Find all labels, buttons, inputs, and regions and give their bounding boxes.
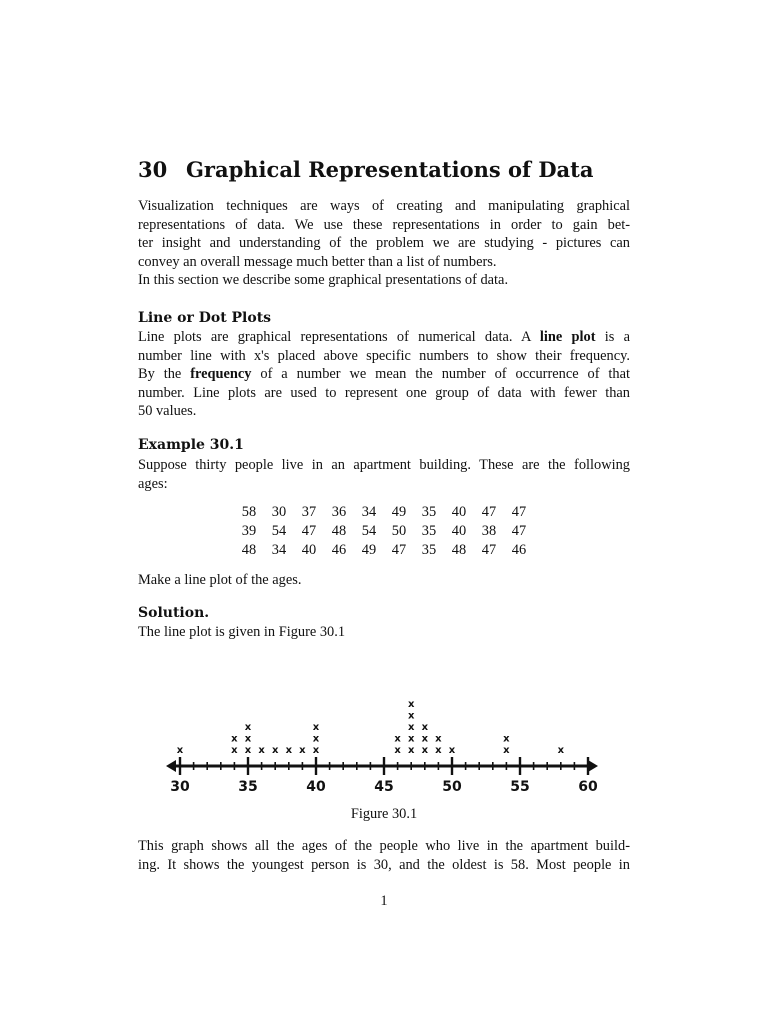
x-mark: x bbox=[312, 745, 320, 756]
age-cell: 58 bbox=[241, 504, 257, 520]
age-cell: 48 bbox=[241, 542, 257, 558]
x-mark: x bbox=[312, 733, 320, 745]
age-cell: 40 bbox=[451, 504, 467, 520]
age-cell: 54 bbox=[361, 523, 377, 539]
x-mark: x bbox=[407, 699, 415, 710]
tick-label: 55 bbox=[510, 779, 530, 795]
tick-label: 40 bbox=[306, 779, 326, 795]
line-plot-figure bbox=[160, 678, 610, 798]
age-cell: 36 bbox=[331, 504, 347, 520]
age-cell: 47 bbox=[481, 504, 497, 520]
text-run: is a bbox=[595, 329, 630, 345]
term-line-plot: line plot bbox=[539, 329, 596, 345]
solution-paragraph bbox=[138, 623, 630, 642]
example-heading: Example 30.1 bbox=[138, 437, 244, 453]
x-mark: x bbox=[176, 745, 184, 756]
x-mark: x bbox=[258, 745, 265, 756]
text-line bbox=[138, 365, 630, 384]
tick-label: 30 bbox=[170, 779, 190, 795]
ages-row bbox=[234, 503, 534, 522]
age-cell: 47 bbox=[511, 504, 527, 520]
x-mark: x bbox=[244, 722, 252, 733]
x-mark: x bbox=[231, 745, 238, 756]
intro-paragraph bbox=[138, 197, 630, 290]
age-cell: 49 bbox=[391, 504, 407, 520]
age-cell: 49 bbox=[361, 542, 377, 558]
text-line: representations of data. We use these representations in order to gain bet- bbox=[138, 216, 630, 233]
example-task bbox=[138, 571, 630, 590]
x-mark: x bbox=[435, 745, 442, 756]
x-mark: x bbox=[421, 745, 429, 756]
age-cell: 37 bbox=[301, 504, 317, 520]
age-cell: 34 bbox=[361, 504, 377, 520]
x-mark: x bbox=[394, 733, 401, 745]
age-cell: 35 bbox=[421, 523, 437, 539]
x-mark: x bbox=[421, 733, 429, 745]
section-title bbox=[138, 157, 593, 182]
tick-label: 60 bbox=[578, 779, 598, 795]
section-number: 30 bbox=[138, 157, 168, 182]
x-mark: x bbox=[394, 745, 401, 756]
right-arrow bbox=[588, 760, 598, 772]
age-cell: 47 bbox=[481, 542, 497, 558]
age-cell: 40 bbox=[301, 542, 317, 558]
text-run: By the bbox=[138, 366, 191, 383]
text-line: 50 values. bbox=[138, 403, 197, 420]
x-mark: x bbox=[407, 722, 415, 733]
text-line: Make a line plot of the ages. bbox=[138, 572, 302, 588]
tick-label: 35 bbox=[238, 779, 258, 795]
text-line: In this section we describe some graphical presentations of data. bbox=[138, 272, 509, 289]
text-line: number. Line plots are used to represent one group of data with fewer than bbox=[138, 384, 630, 401]
text-line: The line plot is given in Figure 30.1 bbox=[138, 624, 346, 640]
x-mark: x bbox=[503, 745, 510, 756]
age-cell: 47 bbox=[511, 523, 527, 539]
age-cell: 39 bbox=[241, 523, 257, 539]
ages-row bbox=[234, 522, 534, 541]
age-cell: 48 bbox=[451, 542, 467, 558]
x-mark: x bbox=[448, 745, 456, 756]
section-title-text: Graphical Representations of Data bbox=[186, 157, 594, 182]
age-cell: 38 bbox=[481, 523, 497, 539]
x-mark: x bbox=[407, 710, 415, 722]
x-mark: x bbox=[231, 733, 238, 745]
x-mark: x bbox=[312, 722, 320, 733]
age-cell: 35 bbox=[421, 542, 437, 558]
x-mark: x bbox=[421, 722, 429, 733]
tick-label: 50 bbox=[442, 779, 462, 795]
text-line: This graph shows all the ages of the people who live in the apartment build- bbox=[138, 838, 630, 854]
x-mark: x bbox=[299, 745, 306, 756]
example-paragraph bbox=[138, 456, 630, 493]
figure-caption: Figure 30.1 bbox=[350, 806, 418, 822]
text-line: convey an overall message much better than a list of numbers. bbox=[138, 253, 497, 270]
text-line: ages: bbox=[138, 475, 168, 492]
text-line: Visualization techniques are ways of creating and manipulating graphical bbox=[138, 198, 630, 214]
after-paragraph bbox=[138, 837, 630, 874]
page-number: 1 bbox=[380, 893, 388, 909]
tick-labels bbox=[170, 779, 598, 795]
x-mark: x bbox=[503, 733, 510, 745]
age-cell: 54 bbox=[271, 523, 287, 539]
line-plots-paragraph bbox=[138, 328, 630, 421]
x-mark: x bbox=[271, 745, 279, 756]
age-cell: 34 bbox=[271, 542, 287, 558]
text-run: of a number we mean the number of occurrence of that bbox=[251, 366, 630, 383]
x-mark: x bbox=[407, 733, 415, 745]
ages-row bbox=[234, 541, 534, 560]
x-mark: x bbox=[244, 733, 252, 745]
text-run: Line plots are graphical representations of numerical data. A bbox=[138, 329, 540, 345]
age-cell: 30 bbox=[271, 504, 287, 520]
text-line: ter insight and understanding of the problem we are studying - pictures can bbox=[138, 235, 630, 252]
text-line: ing. It shows the youngest person is 30, and the oldest is 58. Most people in bbox=[138, 856, 630, 873]
plot-marks bbox=[177, 699, 565, 756]
ages-table bbox=[234, 503, 534, 560]
age-cell: 40 bbox=[451, 523, 467, 539]
left-arrow bbox=[166, 760, 176, 772]
number-line bbox=[166, 757, 598, 775]
x-mark: x bbox=[435, 733, 442, 745]
age-cell: 47 bbox=[391, 542, 407, 558]
age-cell: 46 bbox=[331, 542, 347, 558]
text-line: Suppose thirty people live in an apartment building. These are the following bbox=[138, 457, 630, 473]
text-line bbox=[138, 328, 630, 347]
age-cell: 50 bbox=[391, 523, 407, 539]
solution-heading: Solution. bbox=[138, 605, 210, 621]
age-cell: 46 bbox=[511, 542, 527, 558]
x-mark: x bbox=[557, 745, 565, 756]
age-cell: 48 bbox=[331, 523, 347, 539]
text-line: number line with x's placed above specific numbers to show their frequency. bbox=[138, 347, 630, 364]
term-frequency: frequency bbox=[190, 366, 252, 383]
x-mark: x bbox=[244, 745, 252, 756]
age-cell: 35 bbox=[421, 504, 437, 520]
age-cell: 47 bbox=[301, 523, 317, 539]
x-mark: x bbox=[407, 745, 415, 756]
tick-label: 45 bbox=[374, 779, 394, 795]
subsection-heading-line-plots: Line or Dot Plots bbox=[138, 310, 272, 326]
x-mark: x bbox=[285, 745, 293, 756]
